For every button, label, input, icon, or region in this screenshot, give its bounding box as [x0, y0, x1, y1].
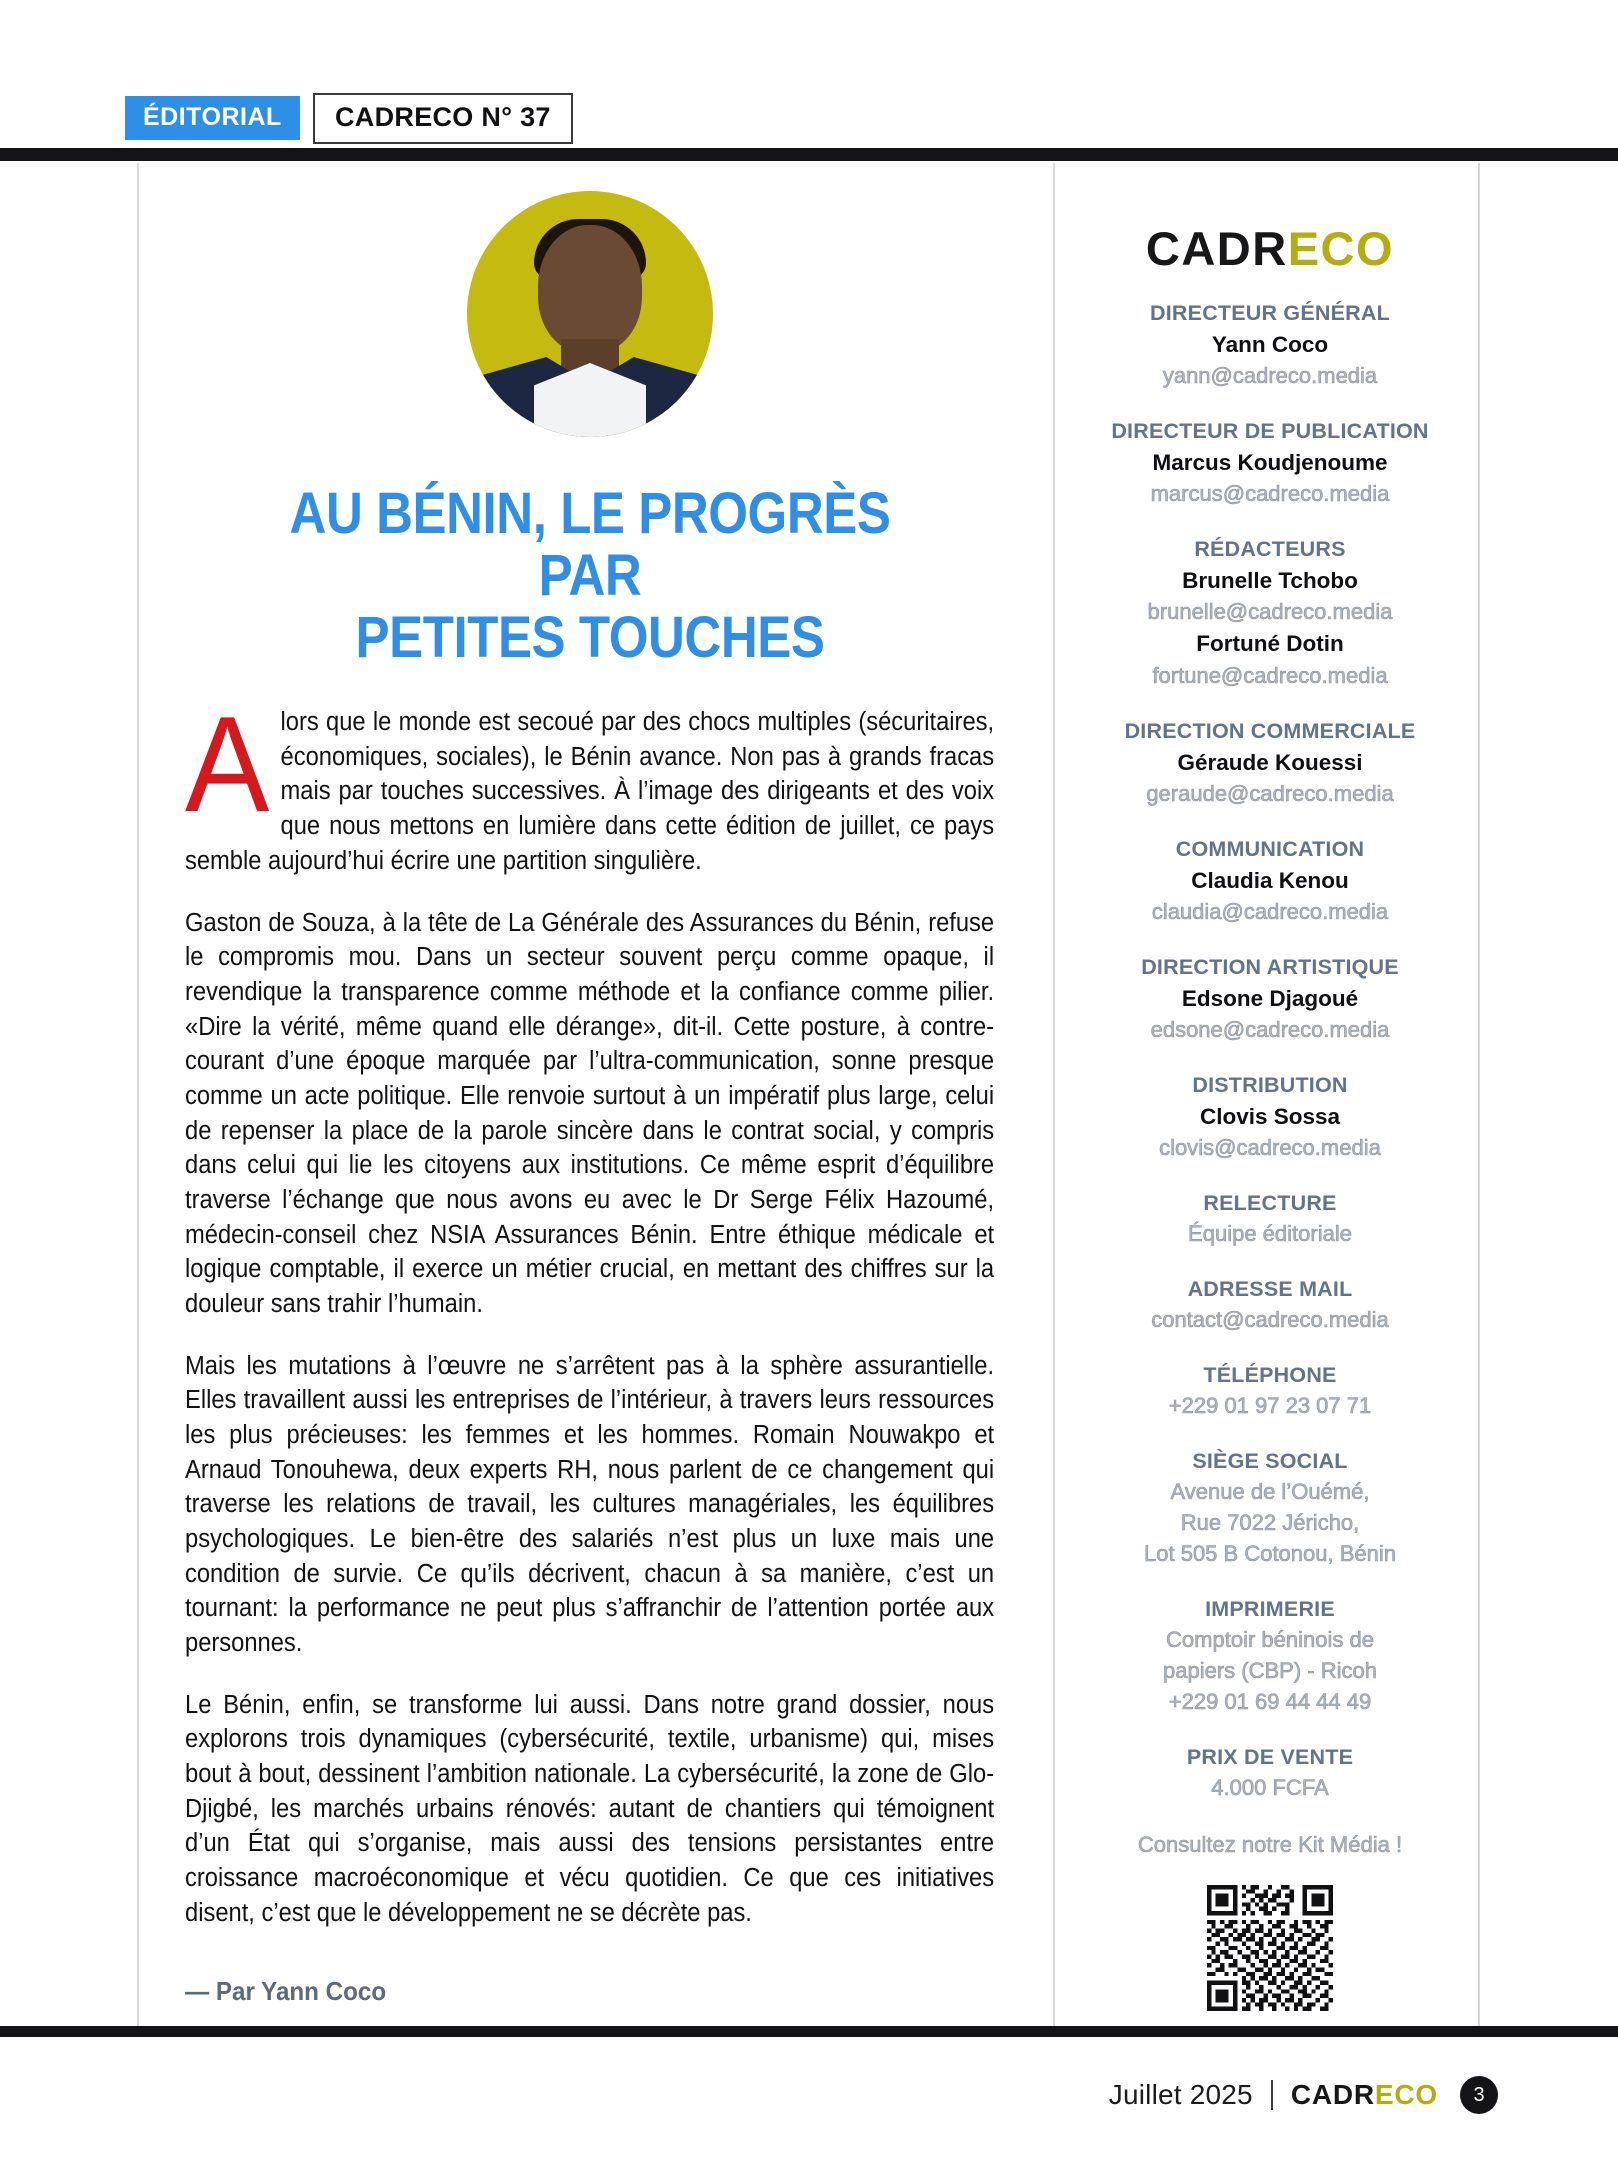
masthead-email[interactable]: clovis@cadreco.media: [1159, 1135, 1381, 1161]
masthead-name: Géraude Kouessi: [1177, 749, 1363, 775]
masthead-role: RÉDACTEURS: [1194, 537, 1346, 562]
masthead-block-telephone: [1075, 1362, 1465, 1420]
article-paragraph-4: Le Bénin, enfin, se transforme lui aussi. Dans notre grand dossier, nous explorons trois dynamiques (cybersécurité, textile, urbanisme) qui, mises bout à bout, dessinent l’ambition nationale. La cybersécurité, la zone de Glo-Djigbé, les marchés urbains rénovés: autant de chantiers qui témoignent d’un État qui s’organise, mais aussi des tensions persistantes entre croissance macroéconomique et vécu quotidien. Ce que ces initiatives disent, c’est que le développement ne se décrète pas.: [185, 1690, 995, 1927]
masthead-role: DISTRIBUTION: [1192, 1073, 1348, 1098]
masthead-email[interactable]: geraude@cadreco.media: [1146, 780, 1394, 806]
masthead-block-kit-media: [1075, 1830, 1465, 1859]
headline-line-2: PETITES TOUCHES: [355, 605, 825, 671]
article-paragraph-2: Gaston de Souza, à la tête de La Générale des Assurances du Bénin, refuse le compromis mou. Dans un secteur souvent perçu comme opaque, il revendique la transparence comme méthode et la confiance comme pilier. «Dire la vérité, même quand elle dérange», dit-il. Cette posture, à contre-courant d’une époque marquée par l’ultra-communication, sonne presque comme un acte politique. Elle renvoie surtout à un impératif plus large, celui de repenser la place de la parole sincère dans le contrat social, y compris dans celui qui lie les citoyens aux institutions. Ce même esprit d’équilibre traverse l’échange que nous avons eu avec le Dr Serge Félix Hazoumé, médecin-conseil chez NSIA Assurances Bénin. Entre éthique médicale et logique comptable, il exerce un métier crucial, en mettant des chiffres sur la douleur sans trahir l’humain.: [185, 908, 995, 1318]
masthead-address-line-2: Rue 7022 Jéricho,: [1180, 1510, 1360, 1535]
masthead-address-line-3: Lot 505 B Cotonou, Bénin: [1144, 1541, 1396, 1567]
author-portrait-image: [467, 191, 713, 437]
masthead-role: DIRECTION COMMERCIALE: [1124, 718, 1416, 743]
masthead-block-prix-de-vente: [1075, 1744, 1465, 1802]
article-paragraph-1: Alors que le monde est secoué par des chocs multiples (sécuritaires, économiques, sociales), le Bénin avance. Non pas à grands fracas mais par touches successives. À l’image des dirigeants et des voix que nous mettons en lumière dans cette édition de juillet, ce pays semble aujourd’hui écrire une partition singulière.: [185, 688, 995, 875]
qr-code-icon[interactable]: [1207, 1885, 1333, 2011]
footer-logo-dark: CADR: [1290, 2079, 1375, 2110]
logo-text-dark: CADR: [1145, 222, 1288, 275]
footer-logo-olive: ECO: [1374, 2079, 1438, 2110]
header-divider-rule: [0, 148, 1618, 161]
issue-number-box: CADRECO N° 37: [313, 93, 573, 144]
masthead-role: SIÈGE SOCIAL: [1192, 1449, 1348, 1474]
masthead-name: Edsone Djagoué: [1181, 985, 1359, 1011]
masthead-role: DIRECTION ARTISTIQUE: [1141, 955, 1399, 980]
masthead-role: COMMUNICATION: [1175, 836, 1365, 861]
masthead-block-distribution: [1075, 1072, 1465, 1162]
masthead-email[interactable]: claudia@cadreco.media: [1151, 899, 1389, 925]
masthead-contact-email[interactable]: contact@cadreco.media: [1151, 1307, 1389, 1333]
masthead-block-directeur-general: [1075, 300, 1465, 390]
masthead-name: Yann Coco: [1211, 331, 1329, 357]
masthead-name: Clovis Sossa: [1199, 1104, 1341, 1130]
masthead-printer-phone: +229 01 69 44 44 49: [1168, 1689, 1372, 1714]
masthead-email[interactable]: yann@cadreco.media: [1162, 363, 1378, 389]
masthead-email[interactable]: edsone@cadreco.media: [1150, 1017, 1390, 1043]
masthead-printer-line-1: Comptoir béninois de: [1166, 1626, 1374, 1652]
masthead-role: DIRECTEUR GÉNÉRAL: [1150, 301, 1390, 325]
cadreco-logo: [1075, 222, 1465, 275]
masthead-block-communication: [1075, 836, 1465, 926]
masthead-role: PRIX DE VENTE: [1186, 1745, 1354, 1770]
article-body: [185, 688, 995, 1930]
page-header: [0, 0, 1618, 150]
column-rule-middle: [1053, 163, 1055, 2031]
masthead-phone-number[interactable]: +229 01 97 23 07 71: [1168, 1393, 1372, 1419]
masthead-name: Brunelle Tchobo: [1182, 568, 1358, 594]
masthead-price-value: 4.000 FCFA: [1211, 1774, 1329, 1800]
logo-text-olive: ECO: [1287, 222, 1395, 275]
masthead-name: Claudia Kenou: [1191, 867, 1349, 893]
masthead-block-relecture: [1075, 1190, 1465, 1248]
portrait-face: [538, 225, 642, 353]
masthead-role: ADRESSE MAIL: [1187, 1277, 1353, 1302]
masthead-block-directeur-publication: [1075, 418, 1465, 508]
footer-cadreco-logo: [1291, 2079, 1438, 2111]
masthead-block-siege-social: [1075, 1448, 1465, 1568]
masthead-block-redacteurs: [1075, 536, 1465, 689]
footer-issue-date: Juillet 2025: [1108, 2079, 1253, 2110]
column-rule-right: [1478, 163, 1480, 2031]
page-footer: [0, 2060, 1618, 2130]
section-kicker-badge: ÉDITORIAL: [125, 96, 300, 140]
masthead-relecture-value: Équipe éditoriale: [1188, 1221, 1352, 1247]
masthead-email[interactable]: marcus@cadreco.media: [1150, 481, 1390, 507]
article-column: [185, 163, 995, 2007]
masthead-role: IMPRIMERIE: [1205, 1597, 1335, 1622]
masthead-name: Marcus Koudjenoume: [1152, 450, 1388, 476]
masthead-block-imprimerie: [1075, 1596, 1465, 1716]
masthead-block-direction-artistique: [1075, 954, 1465, 1044]
kit-media-prompt: Consultez notre Kit Média !: [1137, 1831, 1403, 1857]
page-content: [0, 163, 1618, 2043]
page-number-badge: 3: [1460, 2076, 1498, 2114]
column-rule-left: [137, 163, 139, 2031]
page-title: [234, 483, 947, 669]
masthead-name-secondary: Fortuné Dotin: [1196, 631, 1344, 657]
article-paragraph-3: Mais les mutations à l’œuvre ne s’arrêtent pas à la sphère assurantielle. Elles travaillent aussi les entreprises de l’intérieur, à travers leurs ressources les plus précieuses: les femmes et les hommes. Romain Nouwakpo et Arnaud Tonouhewa, deux experts RH, nous parlent de ce changement qui traverse les relations de travail, les cultures managériales, les équilibres psychologiques. Le bien-être des salariés n’est plus un luxe mais une condition de survie. Ce qu’ils décrivent, chacun à sa manière, c’est un tournant: la performance ne peut plus s’affranchir de l’attention portée aux personnes.: [185, 1351, 995, 1657]
masthead-block-direction-commerciale: [1075, 718, 1465, 808]
article-byline: — Par Yann Coco: [185, 1976, 387, 2007]
masthead-address-line-1: Avenue de l’Ouémé,: [1170, 1478, 1370, 1504]
masthead-email-secondary[interactable]: fortune@cadreco.media: [1152, 662, 1388, 688]
masthead-sidebar: [1075, 163, 1465, 2016]
headline-line-1: AU BÉNIN, LE PROGRÈS PAR: [289, 481, 891, 609]
masthead-role: DIRECTEUR DE PUBLICATION: [1111, 419, 1429, 444]
masthead-block-adresse-mail: [1075, 1276, 1465, 1334]
masthead-printer-line-2: papiers (CBP) - Ricoh: [1163, 1657, 1377, 1683]
footer-divider-rule: [0, 2026, 1618, 2037]
author-portrait-wrapper: [185, 191, 995, 437]
footer-separator: [1271, 2080, 1273, 2110]
masthead-role: RELECTURE: [1203, 1191, 1337, 1216]
masthead-role: TÉLÉPHONE: [1203, 1363, 1337, 1388]
masthead-email[interactable]: brunelle@cadreco.media: [1147, 599, 1393, 625]
